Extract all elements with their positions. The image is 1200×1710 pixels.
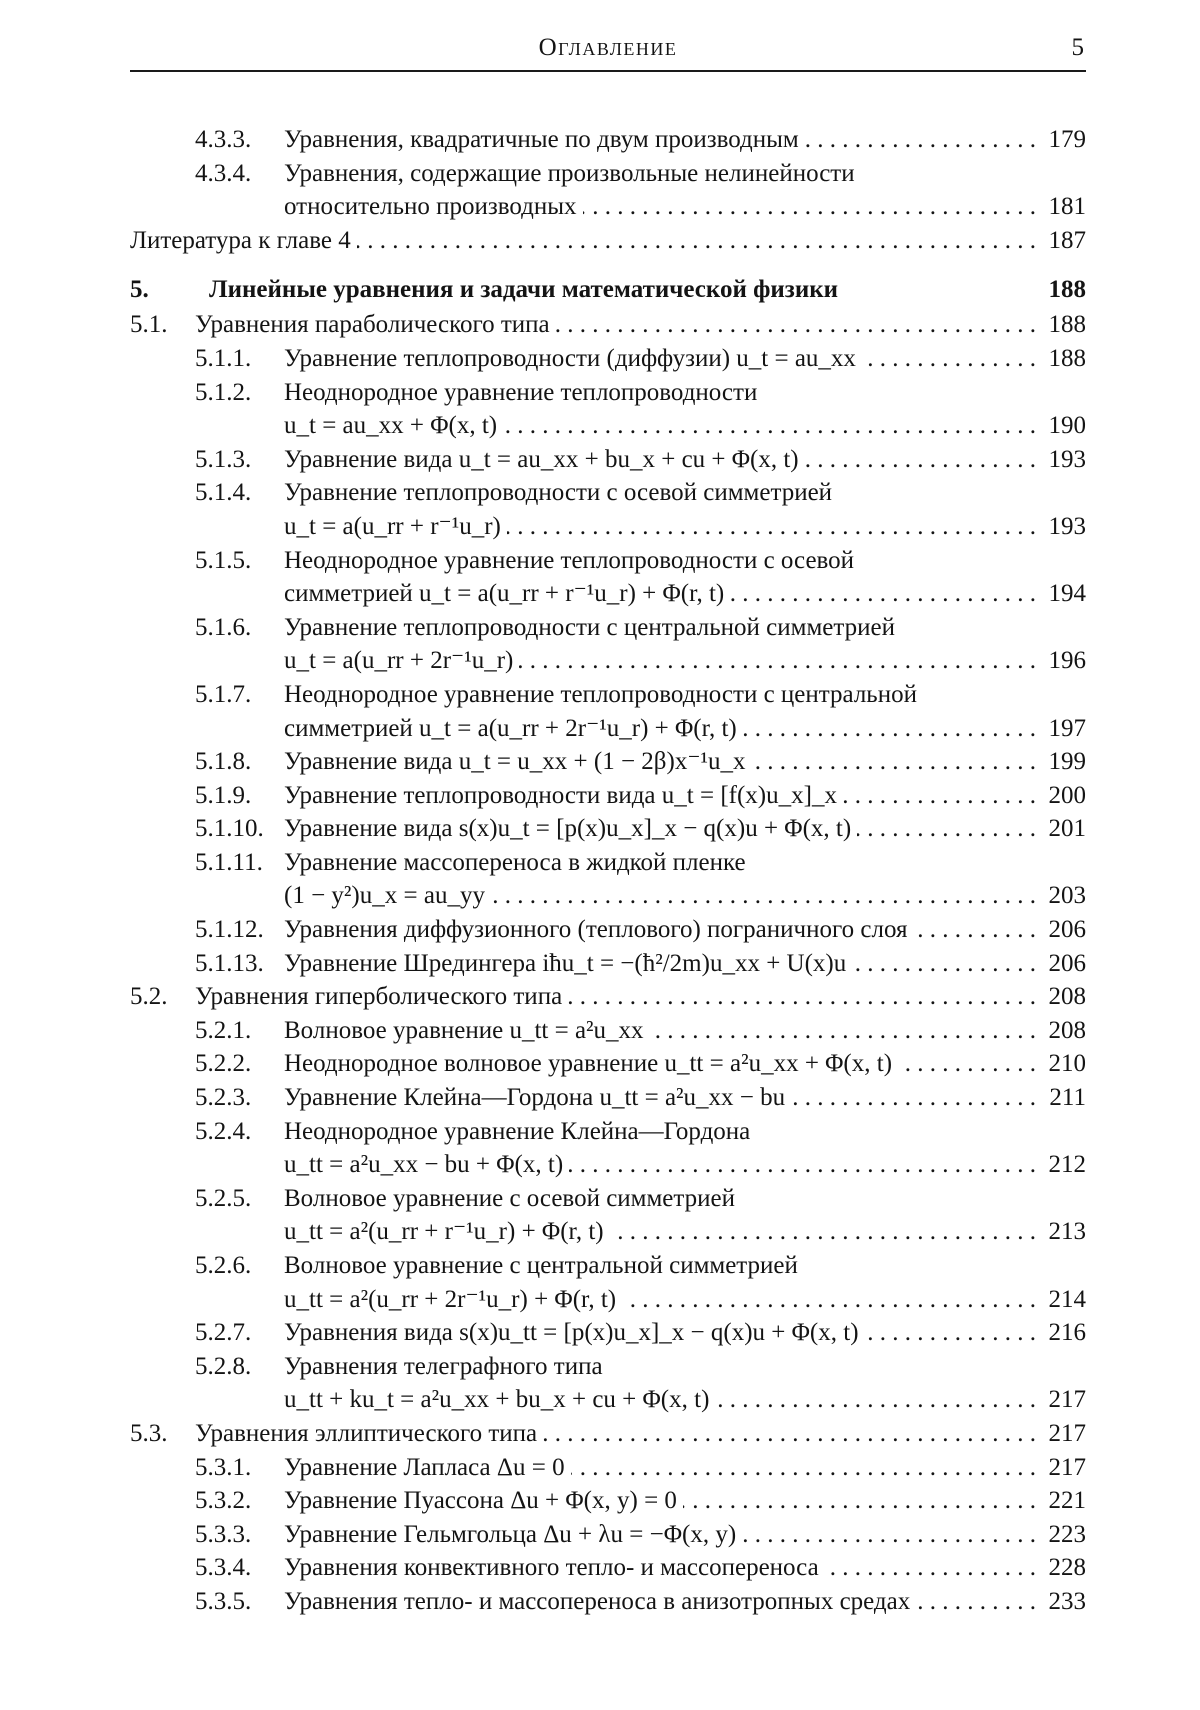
toc-entry-title: Уравнение вида u_t = u_xx + (1 − 2β)x⁻¹u_x: [284, 748, 746, 776]
toc-page-number: 193: [1048, 512, 1086, 540]
dot-leader: [583, 190, 1036, 224]
toc-entry-row[interactable]: [130, 1417, 1086, 1451]
dot-leader: [503, 409, 1036, 443]
toc-entry-title: Литература к главе 4: [130, 226, 351, 254]
toc-entry-row[interactable]: [130, 476, 1086, 510]
toc-entry-number: 4.3.4.: [195, 159, 252, 187]
toc-entry-number: 5.1.2.: [195, 378, 252, 406]
toc-page-number: 203: [1048, 882, 1086, 910]
toc-entry-number: 5.3.3.: [195, 1520, 252, 1548]
toc-entry-title: Уравнения параболического типа: [195, 311, 550, 339]
toc-entry-row[interactable]: [130, 510, 1086, 544]
toc-entry-row[interactable]: [130, 1081, 1086, 1115]
toc-entry-number: 5.2.6.: [195, 1252, 252, 1279]
toc-entry-title: u_t = au_xx + Φ(x, t): [284, 412, 498, 440]
dot-leader: [805, 443, 1036, 477]
dot-leader: [357, 224, 1036, 258]
toc-entry-number: 5.3.1.: [195, 1453, 252, 1481]
dot-leader: [543, 1417, 1036, 1451]
dot-leader: [865, 1316, 1036, 1350]
toc-entry-title: u_tt = a²u_xx − bu + Φ(x, t): [284, 1151, 564, 1179]
dot-leader: [715, 1383, 1036, 1417]
toc-entry-number: 5.2.1.: [195, 1016, 252, 1044]
toc-entry-row[interactable]: [130, 157, 1086, 191]
toc-entry-title: u_tt = a²(u_rr + 2r⁻¹u_r) + Φ(r, t): [284, 1285, 617, 1313]
toc-page-number: 188: [1048, 344, 1086, 372]
toc-entry-number: 5.1.3.: [195, 445, 252, 473]
toc-entry-title: Уравнения телеграфного типа: [284, 1352, 603, 1380]
toc-page-number: 179: [1048, 126, 1086, 153]
toc-entry-number: 4.3.3.: [195, 126, 252, 153]
toc-entry-number: 5.3.: [130, 1419, 168, 1447]
dot-leader: [852, 947, 1036, 981]
toc-page-number: 201: [1048, 815, 1086, 843]
toc-page-number: 190: [1048, 412, 1086, 440]
toc-entry-title: Уравнение вида u_t = au_xx + bu_x + cu + Φ(x, t): [284, 445, 799, 473]
toc-entry-title: Уравнения гиперболического типа: [195, 983, 563, 1011]
toc-entry-title: Уравнение теплопроводности вида u_t = [f(x)u_x]_x: [284, 781, 837, 809]
dot-leader: [791, 1081, 1036, 1115]
toc-page-number: 181: [1048, 193, 1086, 221]
toc-entry-number: 5.1.6.: [195, 613, 252, 641]
toc-page-number: 197: [1048, 714, 1086, 742]
toc-entry-row[interactable]: [130, 1182, 1086, 1216]
dot-leader: [843, 779, 1036, 813]
toc-entry-row[interactable]: [130, 879, 1086, 913]
toc-entry-title: (1 − y²)u_x = au_yy: [284, 882, 485, 910]
toc-entry-title: Волновое уравнение u_tt = a²u_xx: [284, 1016, 644, 1044]
toc-entry-title: Неоднородное волновое уравнение u_tt = a²u_xx + Φ(x, t): [284, 1050, 893, 1078]
toc-entry-number: 5.1.11.: [195, 848, 263, 876]
toc-entry-row[interactable]: [130, 190, 1086, 224]
toc-entry-number: 5.2.8.: [195, 1352, 252, 1380]
toc-entry-title: Уравнение Лапласа Δu = 0: [284, 1453, 565, 1481]
toc-entry-title: Уравнение Гельмгольца Δu + λu = −Φ(x, y): [284, 1520, 737, 1548]
dot-leader: [568, 980, 1036, 1014]
toc-entry-title: симметрией u_t = a(u_rr + r⁻¹u_r) + Φ(r, t): [284, 580, 725, 608]
toc-entry-number: 5.1.12.: [195, 916, 264, 944]
toc-entry-row[interactable]: [130, 1383, 1086, 1417]
toc-entry-number: 5.1.10.: [195, 815, 264, 843]
toc-page-number: 217: [1048, 1386, 1086, 1414]
toc-entry-row[interactable]: [130, 342, 1086, 376]
dot-leader: [519, 644, 1036, 678]
toc-entry-row[interactable]: [130, 577, 1086, 611]
dot-leader: [805, 123, 1036, 157]
toc-entry-row[interactable]: [130, 1115, 1086, 1149]
toc-page-number: 221: [1048, 1487, 1086, 1515]
toc-entry-row[interactable]: [130, 1350, 1086, 1384]
dot-leader: [569, 1148, 1036, 1182]
toc-entry-row[interactable]: [130, 1148, 1086, 1182]
toc-page-number: 217: [1048, 1453, 1086, 1481]
toc-entry-title: Уравнение теплопроводности с осевой симметрией: [284, 479, 833, 507]
toc-entry-number: 5.1.8.: [195, 748, 252, 776]
dot-leader: [610, 1215, 1036, 1249]
toc-page-number: 188: [1048, 311, 1086, 339]
toc-entry-number: 5.2.7.: [195, 1319, 252, 1347]
toc-entry-row[interactable]: [130, 947, 1086, 981]
dot-leader: [556, 308, 1036, 342]
toc-page-number: 214: [1048, 1285, 1086, 1313]
toc-page-number: 228: [1048, 1554, 1086, 1582]
toc-entry-row[interactable]: [130, 409, 1086, 443]
toc-entry-title: Волновое уравнение с центральной симметрией: [284, 1252, 798, 1279]
toc-page-number: 193: [1048, 445, 1086, 473]
toc-page-number: 206: [1048, 916, 1086, 944]
running-header: [130, 30, 1086, 72]
toc-page-number: 194: [1048, 580, 1086, 608]
toc-page-number: 187: [1048, 226, 1086, 254]
toc-entry-number: 5.1.9.: [195, 781, 252, 809]
toc-entry-number: 5.2.4.: [195, 1117, 252, 1145]
toc-entry-title: Линейные уравнения и задачи математической физики: [209, 276, 839, 304]
toc-page-number: 200: [1048, 781, 1086, 809]
toc-page-number: 233: [1048, 1587, 1086, 1615]
toc-entry-row[interactable]: [130, 1249, 1086, 1283]
toc-entry-title: Уравнения тепло- и массопереноса в анизотропных средах: [284, 1587, 911, 1615]
toc-page-number: 206: [1048, 949, 1086, 977]
toc-entry-title: u_tt = a²(u_rr + r⁻¹u_r) + Φ(r, t): [284, 1218, 604, 1246]
toc-entry-row[interactable]: [130, 712, 1086, 746]
toc-page-number: 213: [1048, 1218, 1086, 1246]
dot-leader: [491, 879, 1036, 913]
toc-entry-row[interactable]: [130, 376, 1086, 410]
toc-entry-number: 5.1.5.: [195, 546, 252, 574]
toc-entry-row[interactable]: [130, 1014, 1086, 1048]
toc-entry-title: Уравнения, содержащие произвольные нелинейности: [284, 159, 855, 187]
toc-page-number: 196: [1048, 647, 1086, 675]
toc-entry-number: 5.: [130, 276, 149, 304]
toc-entry-number: 5.1.: [130, 311, 168, 339]
dot-leader: [507, 510, 1036, 544]
toc-entry-number: 5.1.13.: [195, 949, 264, 977]
toc-page-number: 188: [1048, 276, 1086, 304]
toc-entry-number: 5.3.2.: [195, 1487, 252, 1515]
toc-page-number: 199: [1048, 748, 1086, 776]
toc-entry-row[interactable]: [130, 913, 1086, 947]
toc-entry-title: Уравнение Пуассона Δu + Φ(x, y) = 0: [284, 1487, 677, 1515]
toc-entry-title: Неоднородное уравнение теплопроводности с осевой: [284, 546, 855, 574]
toc-entry-row[interactable]: [130, 812, 1086, 846]
toc-page-number: 212: [1048, 1151, 1086, 1179]
dot-leader: [742, 1518, 1036, 1552]
toc-entry-row[interactable]: [130, 1283, 1086, 1317]
toc-chapter-row[interactable]: [130, 272, 1086, 308]
toc-entry-title: Уравнение Шредингера iħu_t = −(ħ²/2m)u_xx + U(x)u: [284, 949, 847, 977]
toc-entry-row[interactable]: [130, 1551, 1086, 1585]
toc-entry-title: Волновое уравнение с осевой симметрией: [284, 1184, 735, 1212]
toc-entry-row[interactable]: [130, 1484, 1086, 1518]
toc-entry-row[interactable]: [130, 1215, 1086, 1249]
toc-entry-row[interactable]: [130, 224, 1086, 258]
toc-entry-title: Уравнение вида s(x)u_t = [p(x)u_x]_x − q(x)u + Φ(x, t): [284, 815, 852, 843]
toc-entry-number: 5.1.7.: [195, 680, 252, 708]
toc-entry-number: 5.2.5.: [195, 1184, 252, 1212]
toc-entry-row[interactable]: [130, 745, 1086, 779]
toc-entry-row[interactable]: [130, 1451, 1086, 1485]
dot-leader: [825, 1551, 1036, 1585]
toc-entry-number: 5.2.: [130, 983, 168, 1011]
toc-entry-number: 5.1.4.: [195, 479, 252, 507]
dot-leader: [730, 577, 1036, 611]
toc-entry-title: u_tt + ku_t = a²u_xx + bu_x + cu + Φ(x, t): [284, 1386, 710, 1414]
dot-leader: [862, 342, 1036, 376]
toc-entry-title: Неоднородное уравнение теплопроводности: [284, 378, 758, 406]
page-number: 5: [1071, 34, 1084, 61]
toc-entry-number: 5.1.1.: [195, 344, 252, 372]
toc-entry-title: симметрией u_t = a(u_rr + 2r⁻¹u_r) + Φ(r, t): [284, 714, 737, 742]
table-of-contents: [130, 123, 1086, 1619]
dot-leader: [683, 1484, 1036, 1518]
dot-leader: [743, 712, 1036, 746]
toc-entry-title: u_t = a(u_rr + r⁻¹u_r): [284, 512, 501, 540]
toc-entry-row[interactable]: [130, 846, 1086, 880]
toc-entry-title: относительно производных: [284, 193, 577, 221]
toc-entry-row[interactable]: [130, 1316, 1086, 1350]
toc-entry-row[interactable]: [130, 1047, 1086, 1081]
toc-entry-number: 5.3.5.: [195, 1587, 252, 1615]
toc-entry-title: Неоднородное уравнение Клейна—Гордона: [284, 1117, 751, 1145]
toc-entry-row[interactable]: [130, 1518, 1086, 1552]
dot-leader: [650, 1014, 1036, 1048]
toc-entry-row[interactable]: [130, 308, 1086, 342]
dot-leader: [857, 812, 1036, 846]
toc-entry-number: 5.2.2.: [195, 1050, 252, 1078]
toc-entry-title: Уравнения, квадратичные по двум производным: [284, 126, 799, 153]
toc-entry-title: Уравнение Клейна—Гордона u_tt = a²u_xx − bu: [284, 1084, 786, 1112]
toc-entry-row[interactable]: [130, 779, 1086, 813]
dot-leader: [898, 1047, 1036, 1081]
toc-page-number: 223: [1048, 1520, 1086, 1548]
toc-entry-row[interactable]: [130, 678, 1086, 712]
toc-entry-title: Уравнения конвективного тепло- и массопереноса: [284, 1554, 819, 1582]
toc-entry-row[interactable]: [130, 644, 1086, 678]
dot-leader: [622, 1283, 1036, 1317]
toc-entry-number: 5.3.4.: [195, 1554, 252, 1582]
toc-page-number: 210: [1048, 1050, 1086, 1078]
toc-entry-row[interactable]: [130, 443, 1086, 477]
toc-entry-number: 5.2.3.: [195, 1084, 252, 1112]
toc-entry-row[interactable]: [130, 1585, 1086, 1619]
toc-page-number: 208: [1048, 983, 1086, 1011]
dot-leader: [913, 913, 1036, 947]
toc-entry-title: u_t = a(u_rr + 2r⁻¹u_r): [284, 647, 514, 675]
toc-entry-title: Уравнение теплопроводности с центральной симметрией: [284, 613, 895, 641]
toc-entry-row[interactable]: [130, 611, 1086, 645]
toc-entry-title: Уравнения эллиптического типа: [195, 1419, 538, 1447]
dot-leader: [752, 745, 1036, 779]
toc-entry-title: Уравнения диффузионного (теплового) пограничного слоя: [284, 916, 908, 944]
toc-page-number: 216: [1048, 1319, 1086, 1347]
toc-page-number: 217: [1048, 1419, 1086, 1447]
toc-entry-row[interactable]: [130, 544, 1086, 578]
toc-entry-title: Уравнение теплопроводности (диффузии) u_t = au_xx: [284, 344, 856, 372]
running-header-title: Оглавление: [538, 34, 678, 61]
toc-entry-title: Уравнение массопереноса в жидкой пленке: [284, 848, 746, 876]
toc-page-number: 211: [1049, 1084, 1086, 1112]
toc-entry-title: Уравнения вида s(x)u_tt = [p(x)u_x]_x − q(x)u + Φ(x, t): [284, 1319, 859, 1347]
dot-leader: [916, 1585, 1036, 1619]
dot-leader: [571, 1451, 1036, 1485]
toc-entry-row[interactable]: [130, 980, 1086, 1014]
toc-entry-row[interactable]: [130, 123, 1086, 157]
toc-entry-title: Неоднородное уравнение теплопроводности с центральной: [284, 680, 917, 708]
toc-page-number: 208: [1048, 1016, 1086, 1044]
